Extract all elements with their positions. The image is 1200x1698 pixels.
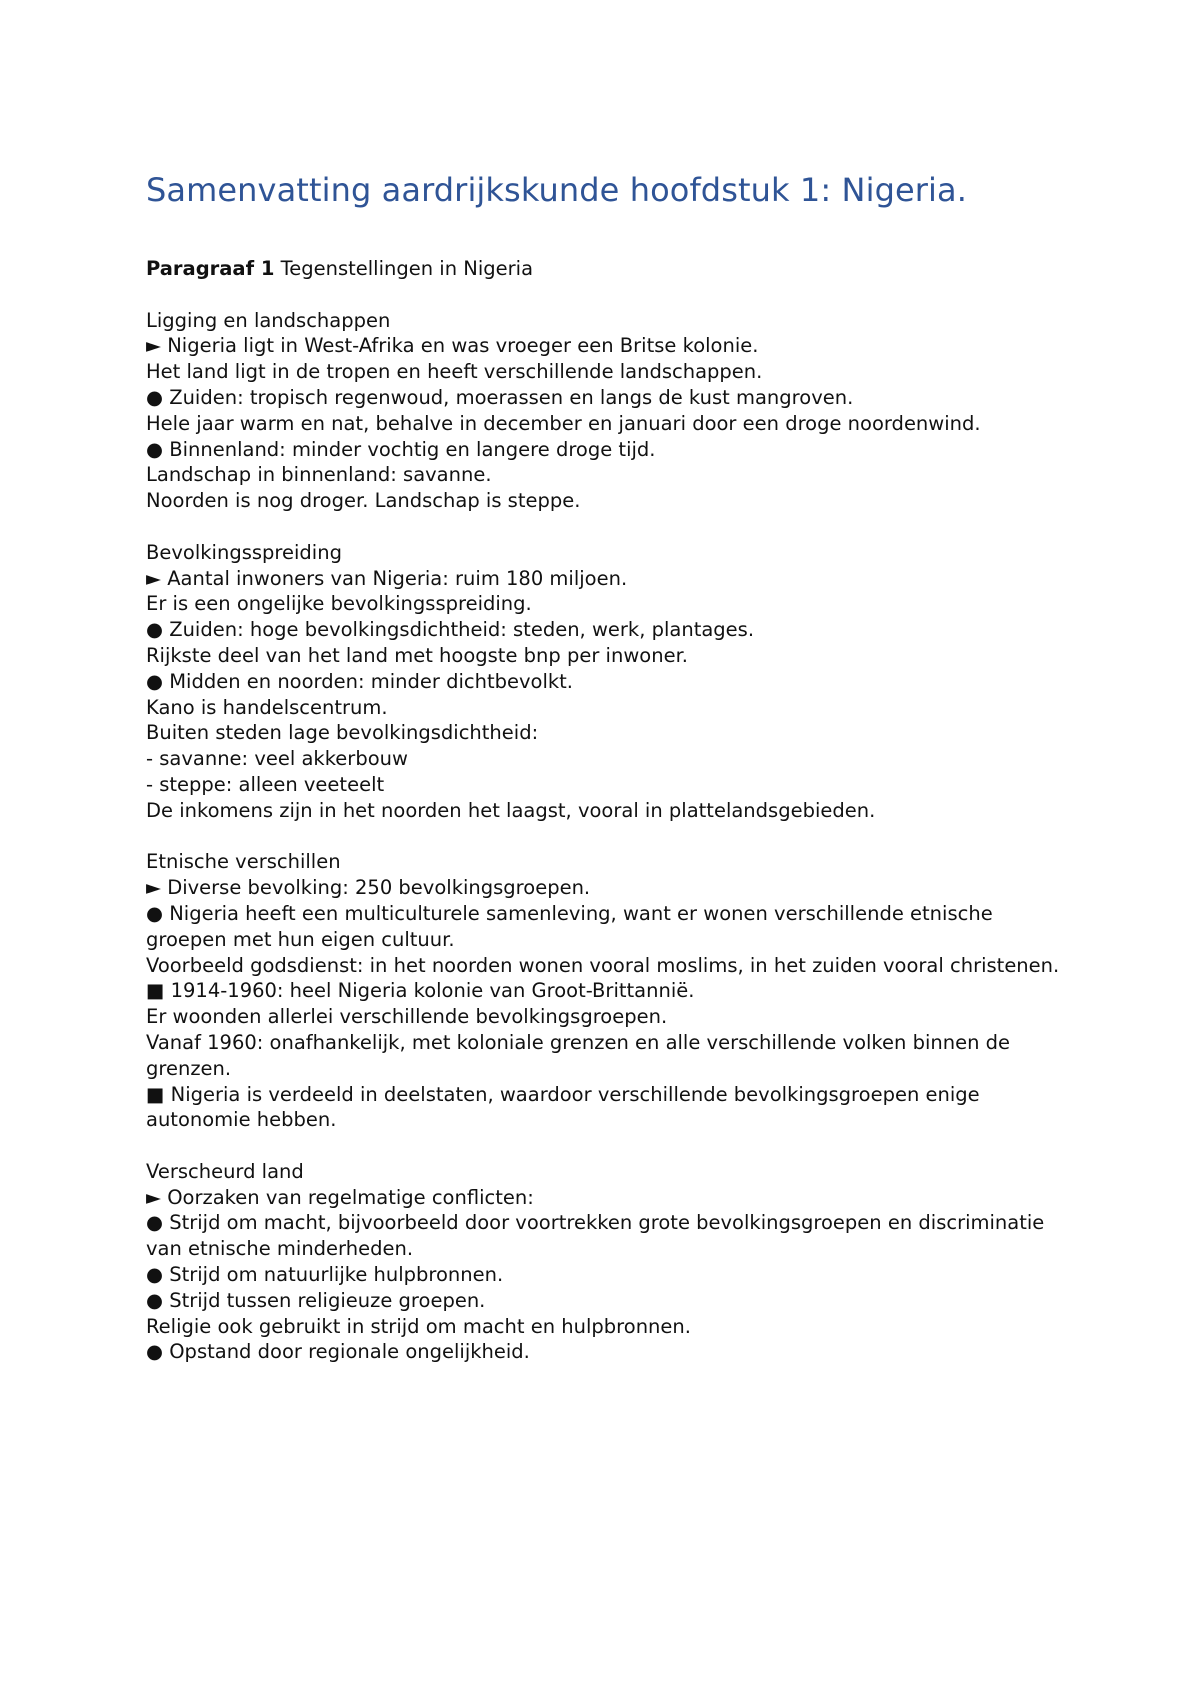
section-heading: Verscheurd land <box>146 1159 304 1183</box>
section-etnische-verschillen <box>146 849 1076 1133</box>
text-line: Kano is handelscentrum. <box>146 695 388 719</box>
text-line: ● Zuiden: hoge bevolkingsdichtheid: steden, werk, plantages. <box>146 618 755 642</box>
text-line: ► Oorzaken van regelmatige conflicten: <box>146 1185 534 1209</box>
paragraph-label: Paragraaf 1 <box>146 257 275 280</box>
section-verscheurd-land <box>146 1159 1076 1365</box>
text-line: Religie ook gebruikt in strijd om macht en hulpbronnen. <box>146 1314 691 1338</box>
paragraph-title: Tegenstellingen in Nigeria <box>274 257 534 280</box>
section-heading: Ligging en landschappen <box>146 308 391 332</box>
text-line: ● Nigeria heeft een multiculturele samenleving, want er wonen verschillende etnische groepen met hun eigen cultuur. <box>146 901 999 951</box>
text-line: ► Aantal inwoners van Nigeria: ruim 180 miljoen. <box>146 566 628 590</box>
section-heading: Etnische verschillen <box>146 850 341 874</box>
text-line: Noorden is nog droger. Landschap is steppe. <box>146 489 581 513</box>
text-line: Landschap in binnenland: savanne. <box>146 463 492 487</box>
text-line: Vanaf 1960: onafhankelijk, met koloniale grenzen en alle verschillende volken binnen de grenzen. <box>146 1030 1017 1080</box>
text-line: ● Strijd om natuurlijke hulpbronnen. <box>146 1263 504 1287</box>
text-line: - steppe: alleen veeteelt <box>146 772 385 796</box>
text-line: ■ 1914-1960: heel Nigeria kolonie van Groot-Brittannië. <box>146 979 695 1003</box>
text-line: ● Zuiden: tropisch regenwoud, moerassen en langs de kust mangroven. <box>146 385 854 409</box>
text-line: De inkomens zijn in het noorden het laagst, vooral in plattelandsgebieden. <box>146 798 876 822</box>
text-line: - savanne: veel akkerbouw <box>146 747 408 771</box>
document-page <box>146 168 1076 1365</box>
text-line: Rijkste deel van het land met hoogste bnp per inwoner. <box>146 643 688 667</box>
text-line: ■ Nigeria is verdeeld in deelstaten, waardoor verschillende bevolkingsgroepen enige autonomie hebben. <box>146 1082 986 1132</box>
text-line: Er is een ongelijke bevolkingsspreiding. <box>146 592 532 616</box>
text-line: ● Opstand door regionale ongelijkheid. <box>146 1340 530 1364</box>
document-title: Samenvatting aardrijkskunde hoofdstuk 1: Nigeria. <box>146 171 967 209</box>
text-line: ● Binnenland: minder vochtig en langere droge tijd. <box>146 437 656 461</box>
text-line: ► Nigeria ligt in West-Afrika en was vroeger een Britse kolonie. <box>146 334 759 358</box>
section-heading: Bevolkingsspreiding <box>146 540 342 564</box>
text-line: ● Strijd om macht, bijvoorbeeld door voortrekken grote bevolkingsgroepen en discriminatie van etnische minderheden. <box>146 1211 1051 1261</box>
text-line: ● Midden en noorden: minder dichtbevolkt. <box>146 669 574 693</box>
text-line: Er woonden allerlei verschillende bevolkingsgroepen. <box>146 1005 668 1029</box>
text-line: ► Diverse bevolking: 250 bevolkingsgroepen. <box>146 876 591 900</box>
text-line: ● Strijd tussen religieuze groepen. <box>146 1288 486 1312</box>
section-bevolkingsspreiding <box>146 540 1076 824</box>
section-ligging <box>146 308 1076 514</box>
text-line: Hele jaar warm en nat, behalve in december en januari door een droge noordenwind. <box>146 411 981 435</box>
text-line: Buiten steden lage bevolkingsdichtheid: <box>146 721 539 745</box>
paragraph-heading <box>146 256 1076 282</box>
text-line: Het land ligt in de tropen en heeft verschillende landschappen. <box>146 360 763 384</box>
text-line: Voorbeeld godsdienst: in het noorden wonen vooral moslims, in het zuiden vooral christenen. <box>146 953 1060 977</box>
